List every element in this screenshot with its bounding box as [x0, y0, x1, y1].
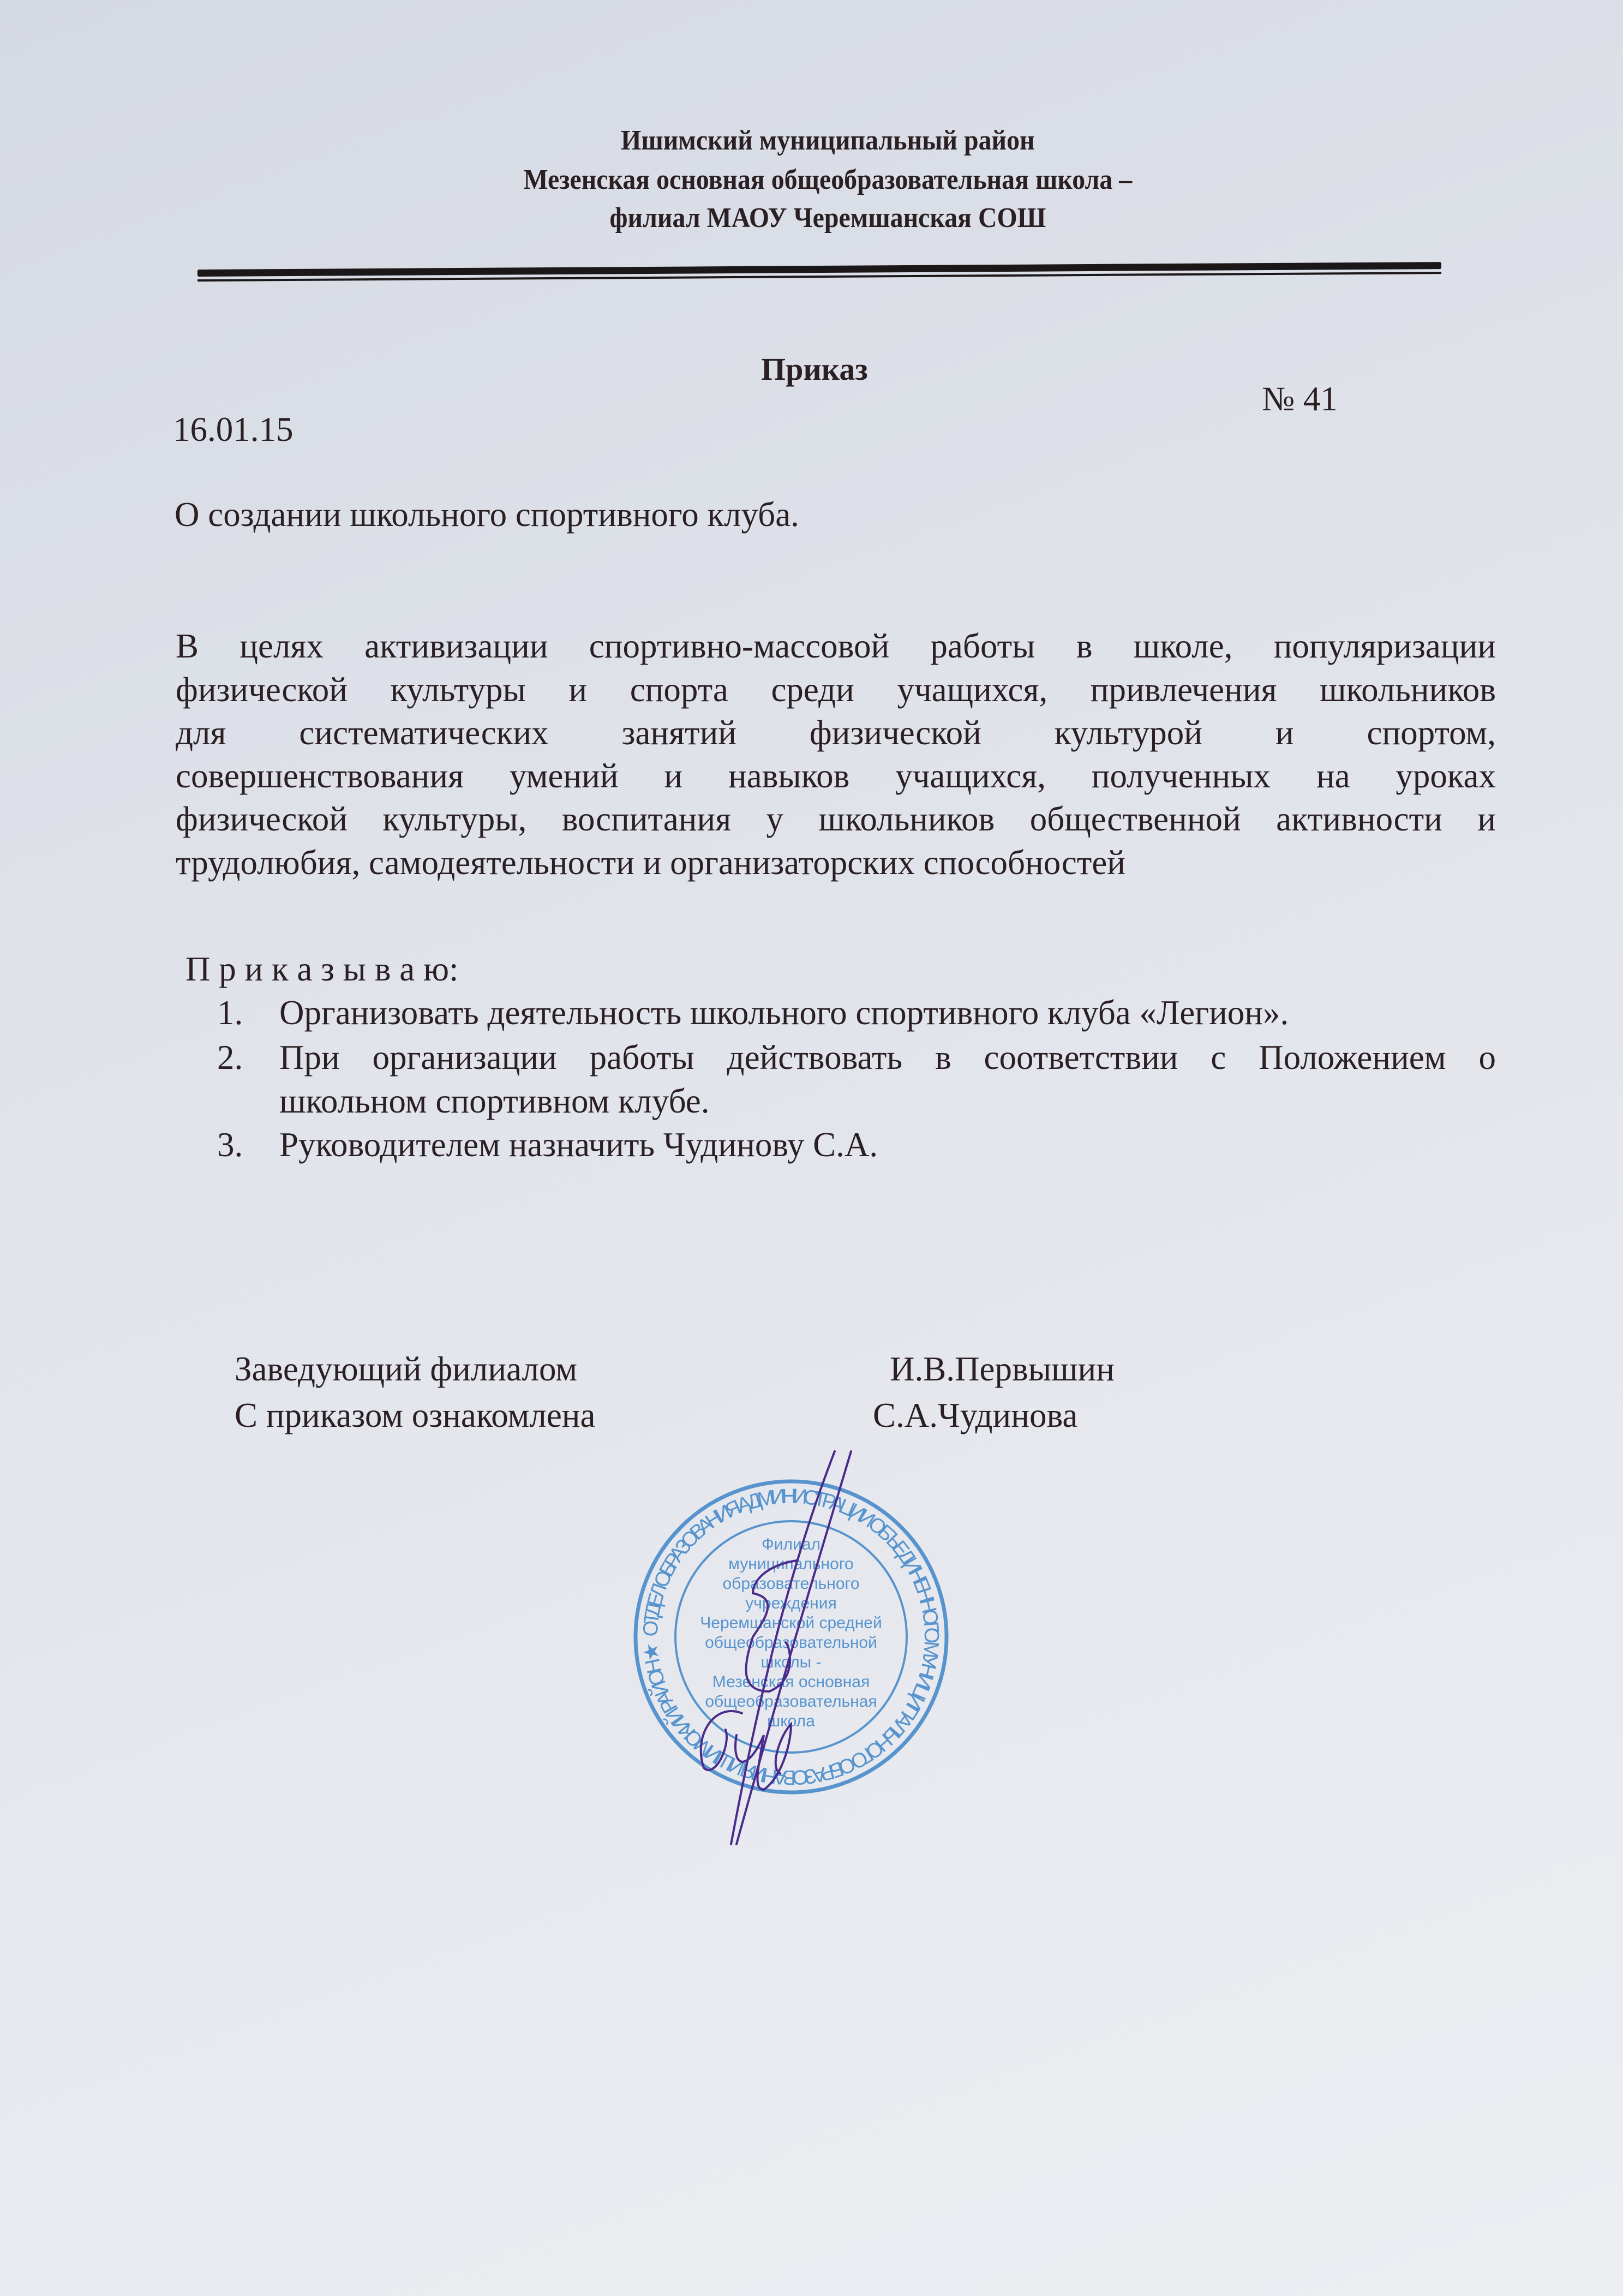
stamp-ring-text: ОТДЕЛ ОБРАЗОВАНИЯ АДМИНИСТРАЦИИ ОБЪЕДИНЕННОГО МУНИЦИПАЛЬНОГО ОБРАЗОВАНИЯ ИШИМСКИЙ РАЙОН ★: [639, 1485, 943, 1789]
item-number: 3.: [217, 1126, 243, 1164]
preamble-line: физической культуры и спорта среди учащихся, привлечения школьников: [176, 671, 1496, 709]
stamp-center-line: школа: [767, 1712, 815, 1730]
item-number: 1.: [217, 994, 243, 1032]
signature-name: И.В.Первышин: [890, 1350, 1115, 1388]
stamp-center-line: общеобразовательной: [705, 1634, 877, 1652]
signature-name: С.А.Чудинова: [873, 1396, 1078, 1434]
header-divider: [197, 262, 1441, 284]
order-item-continued: школьном спортивном клубе.: [279, 1082, 710, 1120]
stamp-center-line: школы -: [760, 1653, 822, 1671]
preamble-line: В целях активизации спортивно-массовой работы в школе, популяризации: [176, 627, 1496, 665]
header-branch: филиал МАОУ Черемшанская СОШ: [609, 202, 1046, 234]
stamp-center-line: общеобразовательная: [705, 1693, 877, 1711]
order-item: При организации работы действовать в соответствии с Положением о: [279, 1038, 1496, 1077]
signature-role: С приказом ознакомлена: [235, 1396, 596, 1434]
preamble-line: трудолюбия, самодеятельности и организаторских способностей: [176, 844, 1125, 882]
signature-role: Заведующий филиалом: [235, 1350, 578, 1388]
header-district: Ишимский муниципальный район: [621, 125, 1035, 156]
order-date: 16.01.15: [173, 410, 294, 449]
order-item: Организовать деятельность школьного спортивного клуба «Легион».: [279, 994, 1289, 1032]
preamble-line: для систематических занятий физической культурой и спортом,: [176, 714, 1496, 752]
order-item: Руководителем назначить Чудинову С.А.: [279, 1126, 878, 1164]
stamp-center-line: Черемшанской средней: [700, 1614, 882, 1632]
stamp-center-line: Филиал: [761, 1535, 821, 1553]
stamp-center-line: учреждения: [745, 1594, 837, 1612]
order-word: П р и к а з ы в а ю:: [185, 950, 459, 988]
preamble-line: физической культуры, воспитания у школьников общественной активности и: [176, 800, 1496, 838]
stamp-center-line: муниципального: [728, 1555, 854, 1573]
item-number: 2.: [217, 1038, 243, 1077]
preamble-line: совершенствования умений и навыков учащихся, полученных на уроках: [176, 757, 1496, 795]
header-school: Мезенская основная общеобразовательная школа –: [523, 164, 1133, 195]
handwritten-signature: [655, 1440, 927, 1850]
stamp-center-line: Мезенская основная: [712, 1673, 870, 1691]
order-subject: О создании школьного спортивного клуба.: [175, 495, 799, 534]
order-number: № 41: [1262, 380, 1338, 418]
document-title: Приказ: [761, 351, 868, 387]
stamp-center-line: образовательного: [722, 1575, 860, 1593]
